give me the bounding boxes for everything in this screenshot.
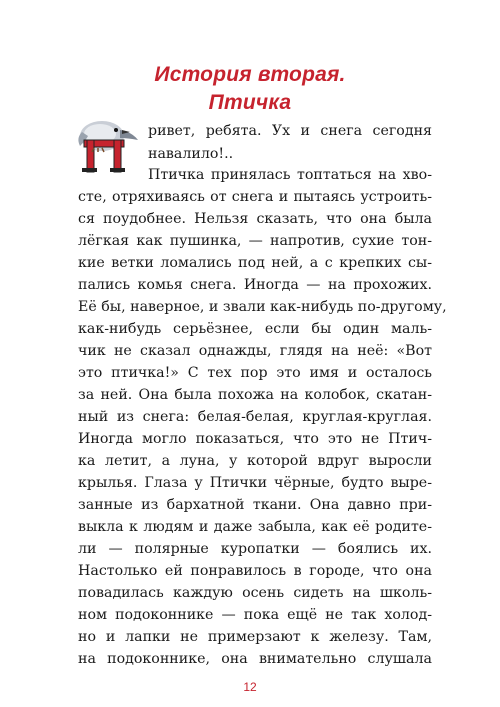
text-line-17: крылья. Глаза у Птички чёрные, будто выре- bbox=[78, 475, 432, 491]
page-number: 12 bbox=[243, 680, 257, 694]
text-line-13: за ней. Она была похожа на колобок, скатан- bbox=[78, 387, 432, 403]
text-line-22: повадилась каждую осень сидеть на школь- bbox=[78, 585, 432, 601]
text-line-25: на подоконнике, она внимательно слушала bbox=[78, 651, 432, 667]
text-line-21: Настолько ей понравилось в городе, что она bbox=[78, 563, 432, 579]
text-line-10: как-нибудь серьёзнее, если бы один маль- bbox=[78, 321, 432, 337]
text-line-18: занные из бархатной ткани. Она давно при- bbox=[78, 497, 432, 513]
text-line-11: чик не сказал однажды, глядя на неё: «Вот bbox=[78, 343, 432, 359]
dropcap-letter bbox=[82, 140, 125, 172]
text-line-12: это птичка!» С тех пор это имя и осталось bbox=[78, 365, 432, 381]
text-line-2: навалило!.. bbox=[148, 146, 234, 162]
text-line-5: ся поудобнее. Нельзя сказать, что она была bbox=[78, 211, 432, 227]
text-line-19: выкла к людям и даже забыла, как её родите- bbox=[78, 519, 432, 535]
text-line-20: ли — полярные куропатки — боялись их. bbox=[78, 541, 432, 557]
text-line-23: ном подоконнике — пока ещё не так холод- bbox=[78, 607, 432, 623]
bird-on-letter-icon bbox=[72, 118, 152, 174]
text-line-9: Её бы, наверное, и звали как-нибудь по-другому, bbox=[78, 299, 447, 315]
chapter-title-line-1: История вторая. bbox=[154, 63, 346, 86]
text-line-16: ка летит, а луна, у которой вдруг выросли bbox=[78, 453, 432, 469]
text-line-1: ривет, ребята. Ух и снега сегодня bbox=[148, 123, 432, 139]
text-line-24: но и лапки не примерзают к железу. Там, bbox=[78, 629, 432, 645]
text-line-8: пались комья снега. Иногда — на прохожих. bbox=[78, 277, 432, 293]
text-line-7: кие ветки ломались под ней, а с крепких сы- bbox=[78, 255, 432, 271]
text-line-15: Иногда могло показаться, что это не Птич- bbox=[78, 431, 432, 447]
text-line-6: лёгкая как пушинка, — напротив, сухие тон- bbox=[78, 233, 432, 249]
text-line-14: ный из снега: белая-белая, круглая-круглая. bbox=[78, 409, 432, 425]
chapter-title-line-2: Птичка bbox=[208, 91, 292, 114]
dropcap-with-bird bbox=[72, 118, 152, 174]
text-line-3: Птичка принялась топтаться на хво- bbox=[148, 167, 432, 183]
text-line-4: сте, отряхиваясь от снега и пытаясь устроить- bbox=[78, 189, 432, 205]
